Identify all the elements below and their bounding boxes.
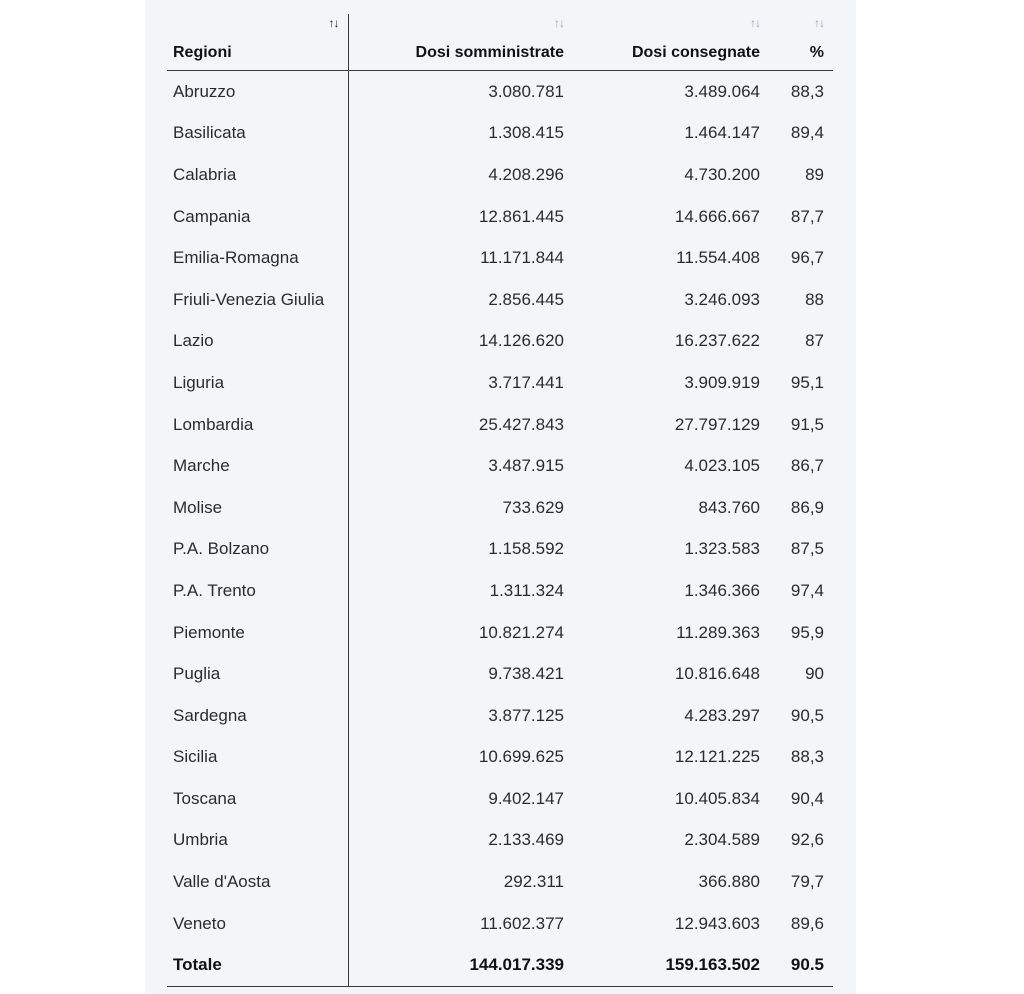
administered-cell: 10.699.625	[478, 747, 564, 767]
delivered-cell: 3.246.093	[684, 289, 760, 309]
column-header-percent[interactable]	[769, 14, 833, 71]
region-cell: Molise	[167, 487, 348, 529]
percent-cell: 92,6	[790, 830, 824, 850]
sort-icon[interactable]: ↑↓	[554, 16, 564, 30]
table-row	[167, 196, 833, 238]
column-header-dosi-somministrate[interactable]	[348, 14, 573, 71]
table-row	[167, 154, 833, 196]
region-cell: Marche	[167, 445, 348, 487]
delivered-cell: 159.163.502	[573, 944, 769, 986]
region-cell: Umbria	[167, 820, 348, 862]
percent-cell: 87,7	[790, 206, 824, 226]
delivered-cell: 1.323.583	[684, 539, 760, 559]
administered-cell: 1.158.592	[488, 539, 564, 559]
sort-icon[interactable]: ↑↓	[750, 16, 760, 30]
percent-cell: 90.5	[769, 944, 833, 986]
table-row	[167, 445, 833, 487]
delivered-cell: 3.489.064	[684, 81, 760, 101]
administered-cell: 9.402.147	[488, 788, 564, 808]
percent-cell: 88,3	[790, 81, 824, 101]
region-cell: Lazio	[167, 321, 348, 363]
region-cell: Piemonte	[167, 612, 348, 654]
delivered-cell: 11.554.408	[676, 248, 760, 268]
delivered-cell: 4.283.297	[684, 705, 760, 725]
delivered-cell: 16.237.622	[674, 331, 760, 351]
percent-cell: 87	[805, 331, 824, 351]
percent-cell: 86,7	[790, 456, 824, 476]
delivered-cell: 2.304.589	[684, 830, 760, 850]
table-row	[167, 861, 833, 903]
administered-cell: 1.308.415	[488, 123, 564, 143]
percent-cell: 97,4	[790, 580, 824, 600]
delivered-cell: 3.909.919	[684, 372, 760, 392]
table-row	[167, 404, 833, 446]
delivered-cell: 1.464.147	[684, 123, 760, 143]
table-row	[167, 321, 833, 363]
delivered-cell: 11.289.363	[676, 622, 760, 642]
table-row	[167, 695, 833, 737]
percent-cell: 89,6	[790, 913, 824, 933]
region-cell: Liguria	[167, 362, 348, 404]
region-cell: Sicilia	[167, 737, 348, 779]
percent-cell: 88,3	[790, 747, 824, 767]
delivered-cell: 10.816.648	[674, 664, 760, 684]
percent-cell: 95,1	[790, 372, 824, 392]
sort-icon[interactable]: ↑↓	[814, 16, 824, 30]
table-row	[167, 529, 833, 571]
sort-icon[interactable]: ↑↓	[328, 16, 339, 30]
column-header-label: Dosi consegnate	[631, 44, 760, 61]
column-header-label: Regioni	[173, 44, 232, 61]
region-cell: Totale	[167, 944, 348, 986]
region-cell: Abruzzo	[167, 71, 348, 113]
administered-cell: 3.080.781	[488, 81, 564, 101]
table-header-row	[167, 14, 833, 71]
table-body	[167, 71, 833, 987]
delivered-cell: 366.880	[698, 872, 760, 892]
administered-cell: 3.717.441	[488, 372, 564, 392]
region-cell: Valle d'Aosta	[167, 861, 348, 903]
percent-cell: 89,4	[790, 123, 824, 143]
vaccine-doses-table	[167, 14, 833, 987]
table-row	[167, 737, 833, 779]
region-cell: Toscana	[167, 778, 348, 820]
percent-cell: 90	[805, 664, 824, 684]
table-row	[167, 903, 833, 945]
delivered-cell: 4.730.200	[684, 164, 760, 184]
administered-cell: 144.017.339	[348, 944, 573, 986]
region-cell: P.A. Bolzano	[167, 529, 348, 571]
region-cell: Friuli-Venezia Giulia	[167, 279, 348, 321]
delivered-cell: 10.405.834	[674, 788, 760, 808]
region-cell: Sardegna	[167, 695, 348, 737]
table-panel	[145, 0, 856, 994]
administered-cell: 11.602.377	[480, 913, 564, 933]
delivered-cell: 14.666.667	[674, 206, 760, 226]
percent-cell: 95,9	[790, 622, 824, 642]
region-cell: Emilia-Romagna	[167, 237, 348, 279]
region-cell: Puglia	[167, 653, 348, 695]
table-row	[167, 113, 833, 155]
table-row	[167, 71, 833, 113]
administered-cell: 292.311	[503, 872, 564, 892]
administered-cell: 9.738.421	[488, 664, 564, 684]
administered-cell: 2.133.469	[488, 830, 564, 850]
region-cell: Campania	[167, 196, 348, 238]
region-cell: Calabria	[167, 154, 348, 196]
percent-cell: 91,5	[790, 414, 824, 434]
column-header-label: %	[809, 44, 824, 61]
table-row	[167, 778, 833, 820]
table-row	[167, 653, 833, 695]
column-header-label: Dosi somministrate	[415, 44, 564, 61]
percent-cell: 79,7	[790, 872, 824, 892]
table-row	[167, 237, 833, 279]
percent-cell: 89	[805, 164, 824, 184]
administered-cell: 25.427.843	[478, 414, 564, 434]
administered-cell: 2.856.445	[488, 289, 564, 309]
table-row	[167, 612, 833, 654]
delivered-cell: 12.943.603	[674, 913, 760, 933]
administered-cell: 14.126.620	[478, 331, 564, 351]
administered-cell: 1.311.324	[489, 580, 564, 600]
percent-cell: 87,5	[790, 539, 824, 559]
delivered-cell: 1.346.366	[684, 580, 760, 600]
administered-cell: 4.208.296	[488, 164, 564, 184]
table-row	[167, 820, 833, 862]
percent-cell: 96,7	[790, 248, 824, 268]
percent-cell: 88	[805, 289, 824, 309]
column-header-dosi-consegnate[interactable]	[573, 14, 769, 71]
table-row	[167, 487, 833, 529]
administered-cell: 3.487.915	[488, 456, 564, 476]
total-row	[167, 944, 833, 986]
delivered-cell: 27.797.129	[674, 414, 760, 434]
administered-cell: 3.877.125	[488, 705, 564, 725]
percent-cell: 86,9	[790, 497, 824, 517]
table-row	[167, 279, 833, 321]
table-row	[167, 362, 833, 404]
delivered-cell: 843.760	[698, 497, 760, 517]
administered-cell: 11.171.844	[480, 248, 564, 268]
region-cell: Basilicata	[167, 113, 348, 155]
region-cell: Veneto	[167, 903, 348, 945]
percent-cell: 90,5	[790, 705, 824, 725]
region-cell: P.A. Trento	[167, 570, 348, 612]
administered-cell: 10.821.274	[478, 622, 564, 642]
column-header-regioni[interactable]	[167, 14, 348, 71]
delivered-cell: 4.023.105	[684, 456, 760, 476]
percent-cell: 90,4	[790, 788, 824, 808]
administered-cell: 12.861.445	[478, 206, 564, 226]
administered-cell: 733.629	[502, 497, 564, 517]
table-row	[167, 570, 833, 612]
region-cell: Lombardia	[167, 404, 348, 446]
delivered-cell: 12.121.225	[674, 747, 760, 767]
